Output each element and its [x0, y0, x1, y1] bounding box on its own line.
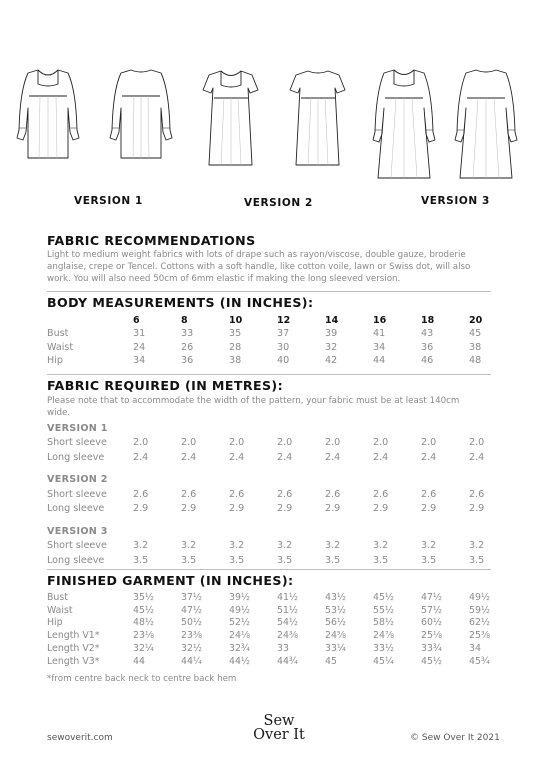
- cell: 38: [229, 355, 242, 367]
- body-measurements-title: BODY MEASUREMENTS (IN INCHES):: [47, 295, 314, 310]
- fabric-recommendations: [47, 233, 517, 285]
- cell: 34: [373, 341, 386, 353]
- cell: 33½: [373, 643, 395, 655]
- fabric-recommendations-text: Light to medium weight fabrics with lots of drape such as rayon/viscose, double gauze, broderie anglaise, crepe or Tencel. Cottons with a soft handle, like cotton voile, lawn or Swiss dot, will also work. You will also need 50cm of 6mm elastic if making the long sleeved version.: [47, 250, 471, 284]
- table-row: [47, 655, 499, 668]
- cell: 49½: [229, 604, 251, 616]
- finished-garment: [47, 573, 517, 685]
- version1-front-sketch: [17, 70, 79, 158]
- fabric-required-table: [47, 421, 499, 568]
- size-header-row: [47, 314, 499, 327]
- row-label: Bust: [47, 328, 69, 340]
- cell: 37: [277, 328, 290, 340]
- cell: 34: [133, 355, 146, 367]
- cell: 3.2: [325, 540, 341, 552]
- cell: 24⅝: [325, 630, 347, 642]
- table-row: [47, 487, 499, 502]
- cell: 41: [373, 328, 386, 340]
- cell: 47½: [181, 604, 203, 616]
- body-measurements: [47, 295, 517, 368]
- table-row: [47, 539, 499, 554]
- cell: 35½: [133, 591, 155, 603]
- cell: 48: [469, 355, 482, 367]
- cell: 2.6: [421, 488, 437, 500]
- version3-heading: VERSION 3: [47, 525, 108, 537]
- fabric-required-note: Please note that to accommodate the width of the pattern, your fabric must be at least 140cm wide.: [47, 396, 460, 418]
- table-row: [47, 604, 499, 617]
- cell: 43½: [325, 591, 347, 603]
- cell: 45½: [133, 604, 155, 616]
- cell: 3.2: [229, 540, 245, 552]
- cell: 2.9: [181, 503, 197, 515]
- cell: 53½: [325, 604, 347, 616]
- cell: 43: [421, 328, 434, 340]
- cell: 45: [325, 655, 337, 667]
- website-link[interactable]: sewoverit.com: [47, 733, 113, 743]
- cell: 2.0: [181, 437, 197, 449]
- cell: 23⅛: [133, 630, 155, 642]
- table-row: [47, 617, 499, 630]
- row-label: Length V2*: [47, 643, 100, 655]
- cell: 3.2: [181, 540, 197, 552]
- fabric-required-title: FABRIC REQUIRED (IN METRES):: [47, 378, 284, 393]
- cell: 3.2: [469, 540, 485, 552]
- cell: 2.0: [469, 437, 485, 449]
- row-label: Hip: [47, 355, 63, 367]
- cell: 32: [325, 341, 338, 353]
- cell: 2.6: [181, 488, 197, 500]
- garment-sketches: [0, 0, 550, 200]
- finished-garment-footnote: *from centre back neck to centre back hem: [47, 673, 237, 684]
- cell: 32¾: [229, 643, 251, 655]
- table-row: [47, 629, 499, 642]
- table-row: [47, 327, 499, 341]
- cell: 45½: [373, 591, 395, 603]
- cell: 44¾: [277, 655, 299, 667]
- cell: 2.4: [325, 451, 341, 463]
- cell: 2.6: [373, 488, 389, 500]
- cell: 25⅛: [421, 630, 443, 642]
- table-row: [47, 642, 499, 655]
- row-label: Long sleeve: [47, 503, 105, 515]
- cell: 24⅞: [373, 630, 395, 642]
- cell: 2.4: [277, 451, 293, 463]
- version1-back-sketch: [110, 70, 172, 158]
- cell: 2.9: [277, 503, 293, 515]
- version2-label: VERSION 2: [244, 197, 313, 209]
- cell: 2.9: [325, 503, 341, 515]
- size-header: 8: [181, 315, 188, 326]
- cell: 36: [181, 355, 194, 367]
- cell: 23⅜: [181, 630, 203, 642]
- table-row: [47, 591, 499, 604]
- cell: 44½: [229, 655, 251, 667]
- version3-front-sketch: [373, 70, 435, 178]
- cell: 2.4: [469, 451, 485, 463]
- cell: 28: [229, 341, 242, 353]
- cell: 33: [181, 328, 194, 340]
- body-measurements-table: [47, 314, 499, 368]
- cell: 54½: [277, 617, 299, 629]
- cell: 3.5: [469, 554, 485, 566]
- row-label: Length V1*: [47, 630, 100, 642]
- cell: 2.9: [133, 503, 149, 515]
- cell: 2.4: [133, 451, 149, 463]
- cell: 2.9: [373, 503, 389, 515]
- copyright: © Sew Over It 2021: [410, 733, 500, 743]
- cell: 33¾: [421, 643, 443, 655]
- cell: 3.5: [421, 554, 437, 566]
- cell: 3.2: [277, 540, 293, 552]
- cell: 3.5: [181, 554, 197, 566]
- cell: 46: [421, 355, 434, 367]
- cell: 60½: [421, 617, 443, 629]
- cell: 2.0: [373, 437, 389, 449]
- cell: 37½: [181, 591, 203, 603]
- fabric-recommendations-title: FABRIC RECOMMENDATIONS: [47, 233, 256, 248]
- row-label: Length V3*: [47, 655, 100, 667]
- cell: 32¼: [133, 643, 155, 655]
- row-label: Short sleeve: [47, 437, 107, 449]
- cell: 44¼: [181, 655, 203, 667]
- cell: 49½: [469, 591, 491, 603]
- version2-back-sketch: [290, 71, 345, 165]
- cell: 24: [133, 341, 146, 353]
- table-row: [47, 450, 499, 465]
- cell: 2.6: [469, 488, 485, 500]
- size-header: 6: [133, 315, 140, 326]
- divider: [47, 569, 491, 570]
- cell: 2.6: [229, 488, 245, 500]
- row-label: Short sleeve: [47, 540, 107, 552]
- divider: [47, 374, 491, 375]
- cell: 2.0: [133, 437, 149, 449]
- cell: 48½: [133, 617, 155, 629]
- cell: 2.4: [229, 451, 245, 463]
- logo-line1: Sew: [263, 713, 295, 729]
- cell: 42: [325, 355, 338, 367]
- cell: 2.9: [469, 503, 485, 515]
- cell: 2.4: [373, 451, 389, 463]
- cell: 3.5: [373, 554, 389, 566]
- cell: 24⅜: [277, 630, 299, 642]
- cell: 41½: [277, 591, 299, 603]
- table-row: [47, 553, 499, 568]
- table-row: [47, 436, 499, 451]
- cell: 47½: [421, 591, 443, 603]
- table-row: [47, 354, 499, 368]
- version2-front-sketch: [203, 71, 258, 165]
- size-header: 16: [373, 315, 387, 326]
- cell: 58½: [373, 617, 395, 629]
- cell: 45¾: [469, 655, 491, 667]
- cell: 33: [277, 643, 289, 655]
- row-label: Bust: [47, 591, 68, 603]
- cell: 44: [133, 655, 145, 667]
- cell: 24⅛: [229, 630, 251, 642]
- size-header: 12: [277, 315, 291, 326]
- version3-label: VERSION 3: [421, 195, 490, 207]
- cell: 34: [469, 643, 481, 655]
- cell: 55½: [373, 604, 395, 616]
- cell: 56½: [325, 617, 347, 629]
- size-header: 20: [469, 315, 483, 326]
- version3-back-sketch: [455, 70, 517, 178]
- cell: 2.6: [133, 488, 149, 500]
- cell: 3.5: [229, 554, 245, 566]
- cell: 45½: [421, 655, 443, 667]
- divider: [47, 291, 491, 292]
- row-label: Long sleeve: [47, 554, 105, 566]
- finished-garment-table: [47, 591, 499, 668]
- cell: 25⅜: [469, 630, 491, 642]
- cell: 3.5: [277, 554, 293, 566]
- cell: 2.0: [325, 437, 341, 449]
- garment-illustrations: [0, 0, 550, 220]
- cell: 51½: [277, 604, 299, 616]
- cell: 35: [229, 328, 242, 340]
- size-header: 10: [229, 315, 243, 326]
- brand-logo: [249, 714, 309, 742]
- cell: 2.4: [421, 451, 437, 463]
- cell: 40: [277, 355, 290, 367]
- table-row: [47, 502, 499, 517]
- cell: 3.5: [325, 554, 341, 566]
- size-header: 14: [325, 315, 339, 326]
- cell: 38: [469, 341, 482, 353]
- cell: 30: [277, 341, 290, 353]
- cell: 36: [421, 341, 434, 353]
- cell: 32½: [181, 643, 203, 655]
- row-label: Waist: [47, 341, 74, 353]
- cell: 3.2: [421, 540, 437, 552]
- cell: 2.0: [229, 437, 245, 449]
- cell: 2.6: [325, 488, 341, 500]
- cell: 31: [133, 328, 146, 340]
- row-label: Waist: [47, 604, 73, 616]
- version1-heading: VERSION 1: [47, 422, 108, 434]
- size-header: 18: [421, 315, 435, 326]
- cell: 2.4: [181, 451, 197, 463]
- cell: 2.0: [277, 437, 293, 449]
- table-row: [47, 341, 499, 355]
- cell: 50½: [181, 617, 203, 629]
- logo-line2: Over It: [253, 727, 305, 743]
- cell: 45¼: [373, 655, 395, 667]
- cell: 3.2: [133, 540, 149, 552]
- finished-garment-title: FINISHED GARMENT (IN INCHES):: [47, 573, 294, 588]
- cell: 2.6: [277, 488, 293, 500]
- cell: 2.9: [421, 503, 437, 515]
- cell: 44: [373, 355, 386, 367]
- cell: 3.5: [133, 554, 149, 566]
- cell: 59½: [469, 604, 491, 616]
- cell: 3.2: [373, 540, 389, 552]
- row-label: Long sleeve: [47, 451, 105, 463]
- cell: 45: [469, 328, 482, 340]
- row-label: Short sleeve: [47, 488, 107, 500]
- row-label: Hip: [47, 617, 63, 629]
- cell: 33¼: [325, 643, 347, 655]
- cell: 62½: [469, 617, 491, 629]
- version1-label: VERSION 1: [74, 195, 143, 207]
- cell: 52½: [229, 617, 251, 629]
- cell: 26: [181, 341, 194, 353]
- cell: 39: [325, 328, 338, 340]
- cell: 57½: [421, 604, 443, 616]
- fabric-required: [47, 378, 517, 568]
- cell: 39½: [229, 591, 251, 603]
- cell: 2.0: [421, 437, 437, 449]
- cell: 2.9: [229, 503, 245, 515]
- version2-heading: VERSION 2: [47, 474, 108, 486]
